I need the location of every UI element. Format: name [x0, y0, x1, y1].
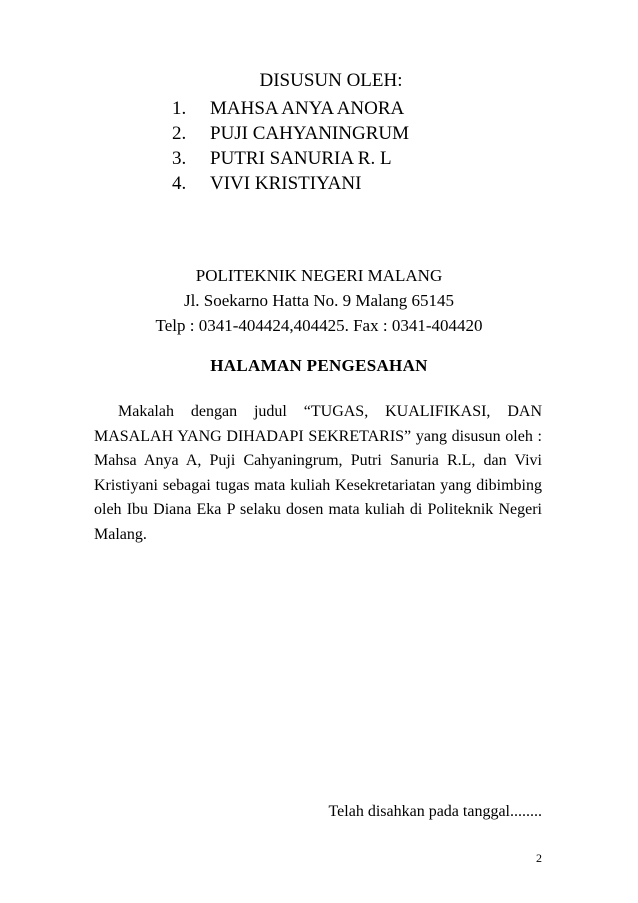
author-item — [172, 96, 409, 121]
author-name: VIVI KRISTIYANI — [210, 173, 362, 194]
author-number: 4. — [172, 173, 187, 194]
approval-date-line: Telah disahkan pada tanggal........ — [328, 803, 542, 820]
author-list — [172, 96, 409, 196]
author-number: 2. — [172, 123, 187, 144]
approval-paragraph: Makalah dengan judul “TUGAS, KUALIFIKASI, DAN MASALAH YANG DIHADAPI SEKRETARIS” yang disusun oleh : Mahsa Anya A, Puji Cahyaningrum, Putri Sanuria R.L, dan Vivi Kristiyani sebagai tugas mata kuliah Kesekretariatan yang dibimbing oleh Ibu Diana Eka P selaku dosen mata kuliah di Politeknik Negeri Malang. — [94, 403, 542, 543]
author-item — [172, 146, 409, 171]
author-number: 1. — [172, 98, 187, 119]
page-title: HALAMAN PENGESAHAN — [210, 356, 428, 375]
institution-address: Jl. Soekarno Hatta No. 9 Malang 65145 — [183, 291, 455, 310]
page-number: 2 — [536, 851, 542, 865]
author-item — [172, 121, 409, 146]
institution-contact: Telp : 0341-404424,404425. Fax : 0341-404420 — [155, 316, 483, 335]
author-item — [172, 171, 409, 196]
author-number: 3. — [172, 148, 187, 169]
institution-name: POLITEKNIK NEGERI MALANG — [195, 266, 443, 285]
author-name: MAHSA ANYA ANORA — [210, 98, 405, 119]
authored-by-heading: DISUSUN OLEH: — [259, 70, 403, 91]
author-name: PUTRI SANURIA R. L — [210, 148, 392, 169]
author-name: PUJI CAHYANINGRUM — [210, 123, 409, 144]
